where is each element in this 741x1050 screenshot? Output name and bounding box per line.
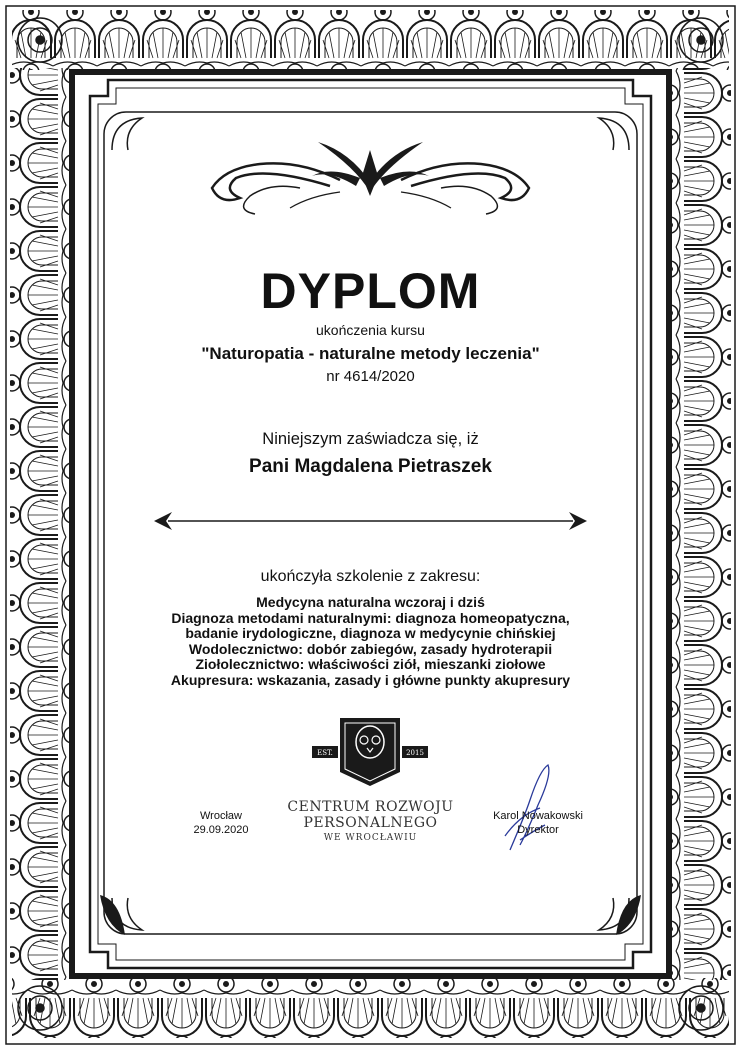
course-name: "Naturopatia - naturalne metody leczenia": [201, 344, 540, 363]
recipient-name: Pani Magdalena Pietraszek: [249, 456, 492, 477]
logo-line-2: PERSONALNEGO: [303, 815, 438, 831]
svg-text:2015: 2015: [406, 749, 424, 757]
diploma-number: nr 4614/2020: [326, 368, 415, 385]
signer-title: Dyrektor: [517, 824, 559, 836]
diploma-title: DYPLOM: [260, 263, 481, 319]
certify-text: Niniejszym zaświadcza się, iż: [262, 430, 479, 448]
topic-item: Akupresura: wskazania, zasady i główne punkty akupresury: [170, 671, 571, 688]
topic-item: Ziołolecznictwo: właściwości ziół, mieszanki ziołowe: [195, 656, 546, 672]
topic-item: Medycyna naturalna wczoraj i dziś: [256, 594, 485, 610]
logo-line-3: WE WROCŁAWIU: [323, 833, 418, 843]
topic-item: badanie irydologiczne, diagnoza w medycynie chińskiej: [185, 625, 556, 641]
place: Wrocław: [200, 810, 242, 822]
topic-item: Diagnoza metodami naturalnymi: diagnoza homeopatyczna,: [171, 609, 570, 626]
topic-item: Wodolecznictwo: dobór zabiegów, zasady hydroterapii: [188, 640, 553, 657]
scope-intro: ukończyła szkolenie z zakresu:: [260, 568, 481, 585]
signer-block: [478, 809, 598, 837]
date: 29.09.2020: [193, 824, 249, 836]
svg-text:EST.: EST.: [317, 749, 333, 757]
signer-name: Karol Nowakowski: [493, 810, 583, 822]
logo-line-1: CENTRUM ROZWOJU: [287, 799, 454, 815]
diploma-subtitle: ukończenia kursu: [316, 322, 425, 338]
topics-list: [0, 595, 741, 688]
